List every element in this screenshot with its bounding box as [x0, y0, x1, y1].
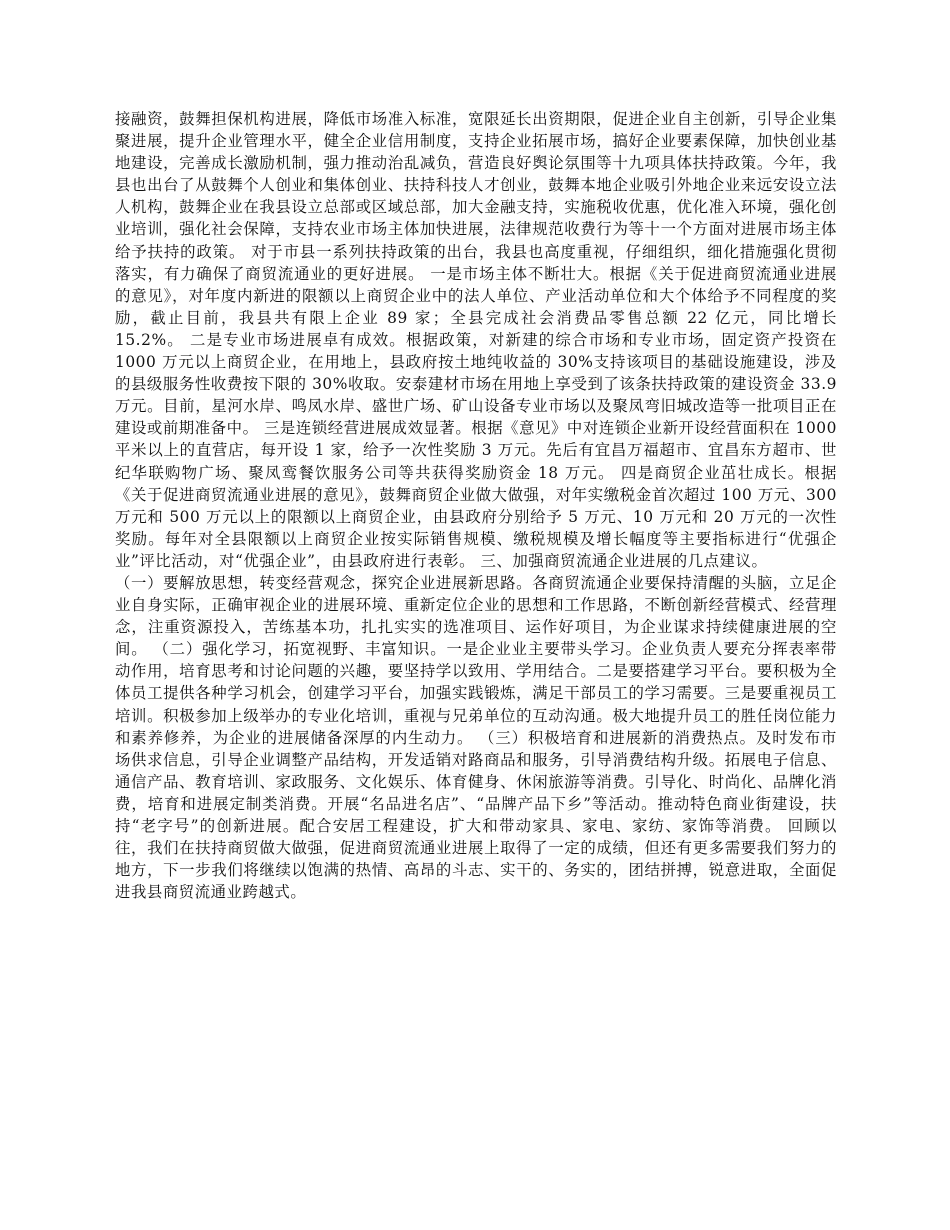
body-paragraph-2: （一）要解放思想，转变经营观念，探究企业进展新思路。各商贸流通企业要保持清醒的头脑，立足企业自身实际，正确审视企业的进展环境、重新定位企业的思想和工作思路，不断创新经营模式、经营理念，注重资源投入，苦练基本功，扎扎实实的选准项目、运作好项目，为企业谋求持续健康进展的空间。 （二）强化学习，拓宽视野、丰富知识。一是企业业主要带头学习。企业负责人要充分挥表率带动作用，培育思考和讨论问题的兴趣，要坚持学以致用、学用结合。二是要搭建学习平台。要积极为全体员工提供各种学习机会，创建学习平台，加强实践锻炼，满足干部员工的学习需要。三是要重视员工培训。积极参加上级举办的专业化培训，重视与兄弟单位的互动沟通。极大地提升员工的胜任岗位能力和素养修养，为企业的进展储备深厚的内生动力。 （三）积极培育和进展新的消费热点。及时发布市场供求信息，引导企业调整产品结构，开发适销对路商品和服务，引导消费结构升级。拓展电子信息、通信产品、教育培训、家政服务、文化娱乐、体育健身、休闲旅游等消费。引导化、时尚化、品牌化消费，培育和进展定制类消费。开展“名品进名店”、“品牌产品下乡”等活动。推动特色商业街建设，扶持“老字号”的创新进展。配合安居工程建设，扩大和带动家具、家电、家纺、家饰等消费。 回顾以往，我们在扶持商贸做大做强，促进商贸流通业进展上取得了一定的成绩，但还有更多需要我们努力的地方，下一步我们将继续以饱满的热情、高昂的斗志、实干的、务实的，团结拼搏，锐意进取，全面促进我县商贸流通业跨越式。 — [115, 573, 837, 902]
document-page — [115, 108, 837, 903]
body-paragraph-1: 接融资，鼓舞担保机构进展，降低市场准入标准，宽限延长出资期限，促进企业自主创新，引导企业集聚进展，提升企业管理水平，健全企业信用制度，支持企业拓展市场，搞好企业要素保障，加快创业基地建设，完善成长激励机制，强力推动治乱减负，营造良好舆论氛围等十九项具体扶持政策。今年，我县也出台了从鼓舞个人创业和集体创业、扶持科技人才创业，鼓舞本地企业吸引外地企业来远安设立法人机构，鼓舞企业在我县设立总部或区域总部，加大金融支持，实施税收优惠，优化准入环境，强化创业培训，强化社会保障，支持农业市场主体加快进展，法律规范收费行为等十一个方面对进展市场主体给予扶持的政策。 对于市县一系列扶持政策的出台，我县也高度重视，仔细组织，细化措施强化贯彻落实，有力确保了商贸流通业的更好进展。 一是市场主体不断壮大。根据《关于促进商贸流通业进展的意见》，对年度内新进的限额以上商贸企业中的法人单位、产业活动单位和大个体给予不同程度的奖励，截止目前，我县共有限上企业 89 家；全县完成社会消费品零售总额 22 亿元，同比增长 15.2%。 二是专业市场进展卓有成效。根据政策，对新建的综合市场和专业市场，固定资产投资在 1000 万元以上商贸企业，在用地上，县政府按土地纯收益的 30%支持该项目的基础设施建设，涉及的县级服务性收费按下限的 30%收取。安泰建材市场在用地上享受到了该条扶持政策的建设资金 33.9 万元。目前，星河水岸、鸣凤水岸、盛世广场、矿山设备专业市场以及聚凤弯旧城改造等一批项目正在建设或前期准备中。 三是连锁经营进展成效显著。根据《意见》中对连锁企业新开设经营面积在 1000 平米以上的直营店，每开设 1 家，给予一次性奖励 3 万元。先后有宜昌万福超市、宜昌东方超市、世纪华联购物广场、聚凤鸾餐饮服务公司等共获得奖励资金 18 万元。 四是商贸企业茁壮成长。根据《关于促进商贸流通业进展的意见》，鼓舞商贸企业做大做强，对年实缴税金首次超过 100 万元、300 万元和 500 万元以上的限额以上商贸企业，由县政府分别给予 5 万元、10 万元和 20 万元的一次性奖励。每年对全县限额以上商贸企业按实际销售规模、缴税规模及增长幅度等主要指标进行“优强企业”评比活动，对“优强企业”，由县政府进行表彰。 三、加强商贸流通企业进展的几点建议。 — [115, 110, 837, 570]
